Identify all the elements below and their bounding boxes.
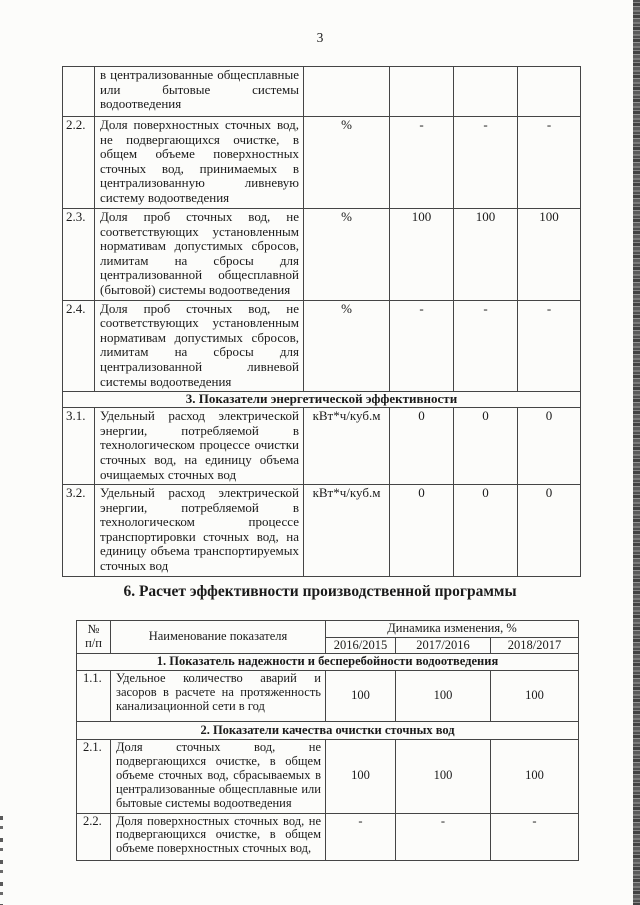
value-cell: 100 bbox=[491, 671, 579, 722]
value-cell: 0 bbox=[518, 408, 581, 485]
indicator-name-cell: Удельный расход электрической энергии, потребляемой в технологическом процессе транспортировки сточных вод, на единицу объема транспортируемых сточных вод bbox=[95, 485, 304, 577]
row-number-cell bbox=[63, 67, 95, 117]
value-cell bbox=[518, 67, 581, 117]
value-cell: 0 bbox=[390, 485, 454, 577]
production-program-table-continued bbox=[62, 66, 581, 577]
value-cell: - bbox=[390, 117, 454, 209]
value-cell: 100 bbox=[454, 209, 518, 301]
value-cell bbox=[454, 67, 518, 117]
value-cell: - bbox=[518, 300, 581, 392]
col-header-num-line1: № bbox=[87, 622, 100, 637]
table-row-continuation bbox=[63, 67, 581, 117]
section-title: 2. Показатели качества очистки сточных вод bbox=[77, 722, 579, 740]
value-cell: - bbox=[454, 117, 518, 209]
col-header-dynamics: Динамика изменения, % bbox=[326, 621, 579, 638]
indicator-name-cell: Доля сточных вод, не подвергающихся очистке, в общем объеме сточных вод, сбрасываемых в централизованные общесплавные или бытовые системы водоотведения bbox=[111, 740, 326, 814]
indicator-name-cell: Доля проб сточных вод, не соответствующих установленным нормативам допустимых сбросов, лимитам на сбросы для централизованной ливневой системы водоотведения bbox=[95, 300, 304, 392]
row-number-cell: 3.1. bbox=[63, 408, 95, 485]
unit-cell bbox=[304, 67, 390, 117]
indicator-name-cell: Доля поверхностных сточных вод, не подвергающихся очистке, в общем объеме поверхностных сточных вод, bbox=[111, 813, 326, 860]
row-number-cell: 2.2. bbox=[77, 813, 111, 860]
table-row-2-3 bbox=[63, 209, 581, 301]
page-number: 3 bbox=[316, 30, 324, 45]
value-cell: - bbox=[518, 117, 581, 209]
value-cell: 100 bbox=[518, 209, 581, 301]
value-cell: 100 bbox=[396, 740, 491, 814]
value-cell: 100 bbox=[491, 740, 579, 814]
section-row-reliability bbox=[77, 654, 579, 671]
value-cell: 100 bbox=[326, 671, 396, 722]
row-number-cell: 2.2. bbox=[63, 117, 95, 209]
scan-edge-artifact-left bbox=[0, 816, 3, 905]
unit-cell: % bbox=[304, 117, 390, 209]
indicator-name-cell: Удельное количество аварий и засоров в расчете на протяженность канализационной сети в год bbox=[111, 671, 326, 722]
value-cell: 100 bbox=[390, 209, 454, 301]
table-row-2-4 bbox=[63, 300, 581, 392]
value-cell: - bbox=[454, 300, 518, 392]
unit-cell: кВт*ч/куб.м bbox=[304, 408, 390, 485]
col-header-num-line2: п/п bbox=[85, 636, 102, 650]
value-cell: - bbox=[396, 813, 491, 860]
section-6-heading: 6. Расчет эффективности производственной программы bbox=[123, 583, 517, 600]
table-row-3-2 bbox=[63, 485, 581, 577]
efficiency-calculation-table bbox=[76, 620, 579, 861]
section-title: 3. Показатели энергетической эффективности bbox=[63, 392, 581, 408]
value-cell: 0 bbox=[518, 485, 581, 577]
section-title: 1. Показатель надежности и бесперебойности водоотведения bbox=[77, 654, 579, 671]
value-cell: 0 bbox=[390, 408, 454, 485]
value-cell: - bbox=[326, 813, 396, 860]
table-row-2-1 bbox=[77, 740, 579, 814]
col-header-num bbox=[77, 621, 111, 654]
unit-cell: % bbox=[304, 300, 390, 392]
table-row-2-2-cut bbox=[77, 813, 579, 860]
indicator-name-cell: Доля поверхностных сточных вод, не подвергающихся очистке, в общем объеме поверхностных сточных вод, принимаемых в централизованную ливневую систему водоотведения bbox=[95, 117, 304, 209]
row-number-cell: 2.1. bbox=[77, 740, 111, 814]
row-number-cell: 2.3. bbox=[63, 209, 95, 301]
row-number-cell: 3.2. bbox=[63, 485, 95, 577]
value-cell bbox=[390, 67, 454, 117]
value-cell: 0 bbox=[454, 485, 518, 577]
indicator-name-cell: Доля проб сточных вод, не соответствующих установленным нормативам допустимых сбросов, лимитам на сбросы для централизованной общесплавной (бытовой) системы водоотведения bbox=[95, 209, 304, 301]
table-row-3-1 bbox=[63, 408, 581, 485]
header-row-top bbox=[77, 621, 579, 638]
value-cell: - bbox=[390, 300, 454, 392]
indicator-name-cell: Удельный расход электрической энергии, потребляемой в технологическом процессе очистки сточных вод, на единицу объема очищаемых сточных вод bbox=[95, 408, 304, 485]
value-cell: 0 bbox=[454, 408, 518, 485]
col-header-2016-2015: 2016/2015 bbox=[326, 638, 396, 654]
section-row-energy-efficiency bbox=[63, 392, 581, 408]
indicator-name-cell: в централизованные общесплавные или бытовые системы водоотведения bbox=[95, 67, 304, 117]
value-cell: 100 bbox=[326, 740, 396, 814]
value-cell: 100 bbox=[396, 671, 491, 722]
section-row-quality bbox=[77, 722, 579, 740]
row-number-cell: 2.4. bbox=[63, 300, 95, 392]
col-header-2017-2016: 2017/2016 bbox=[396, 638, 491, 654]
col-header-indicator-name: Наименование показателя bbox=[111, 621, 326, 654]
row-number-cell: 1.1. bbox=[77, 671, 111, 722]
unit-cell: % bbox=[304, 209, 390, 301]
table-row-1-1 bbox=[77, 671, 579, 722]
value-cell: - bbox=[491, 813, 579, 860]
col-header-2018-2017: 2018/2017 bbox=[491, 638, 579, 654]
unit-cell: кВт*ч/куб.м bbox=[304, 485, 390, 577]
table-row-2-2 bbox=[63, 117, 581, 209]
scan-edge-artifact-right bbox=[633, 0, 640, 905]
